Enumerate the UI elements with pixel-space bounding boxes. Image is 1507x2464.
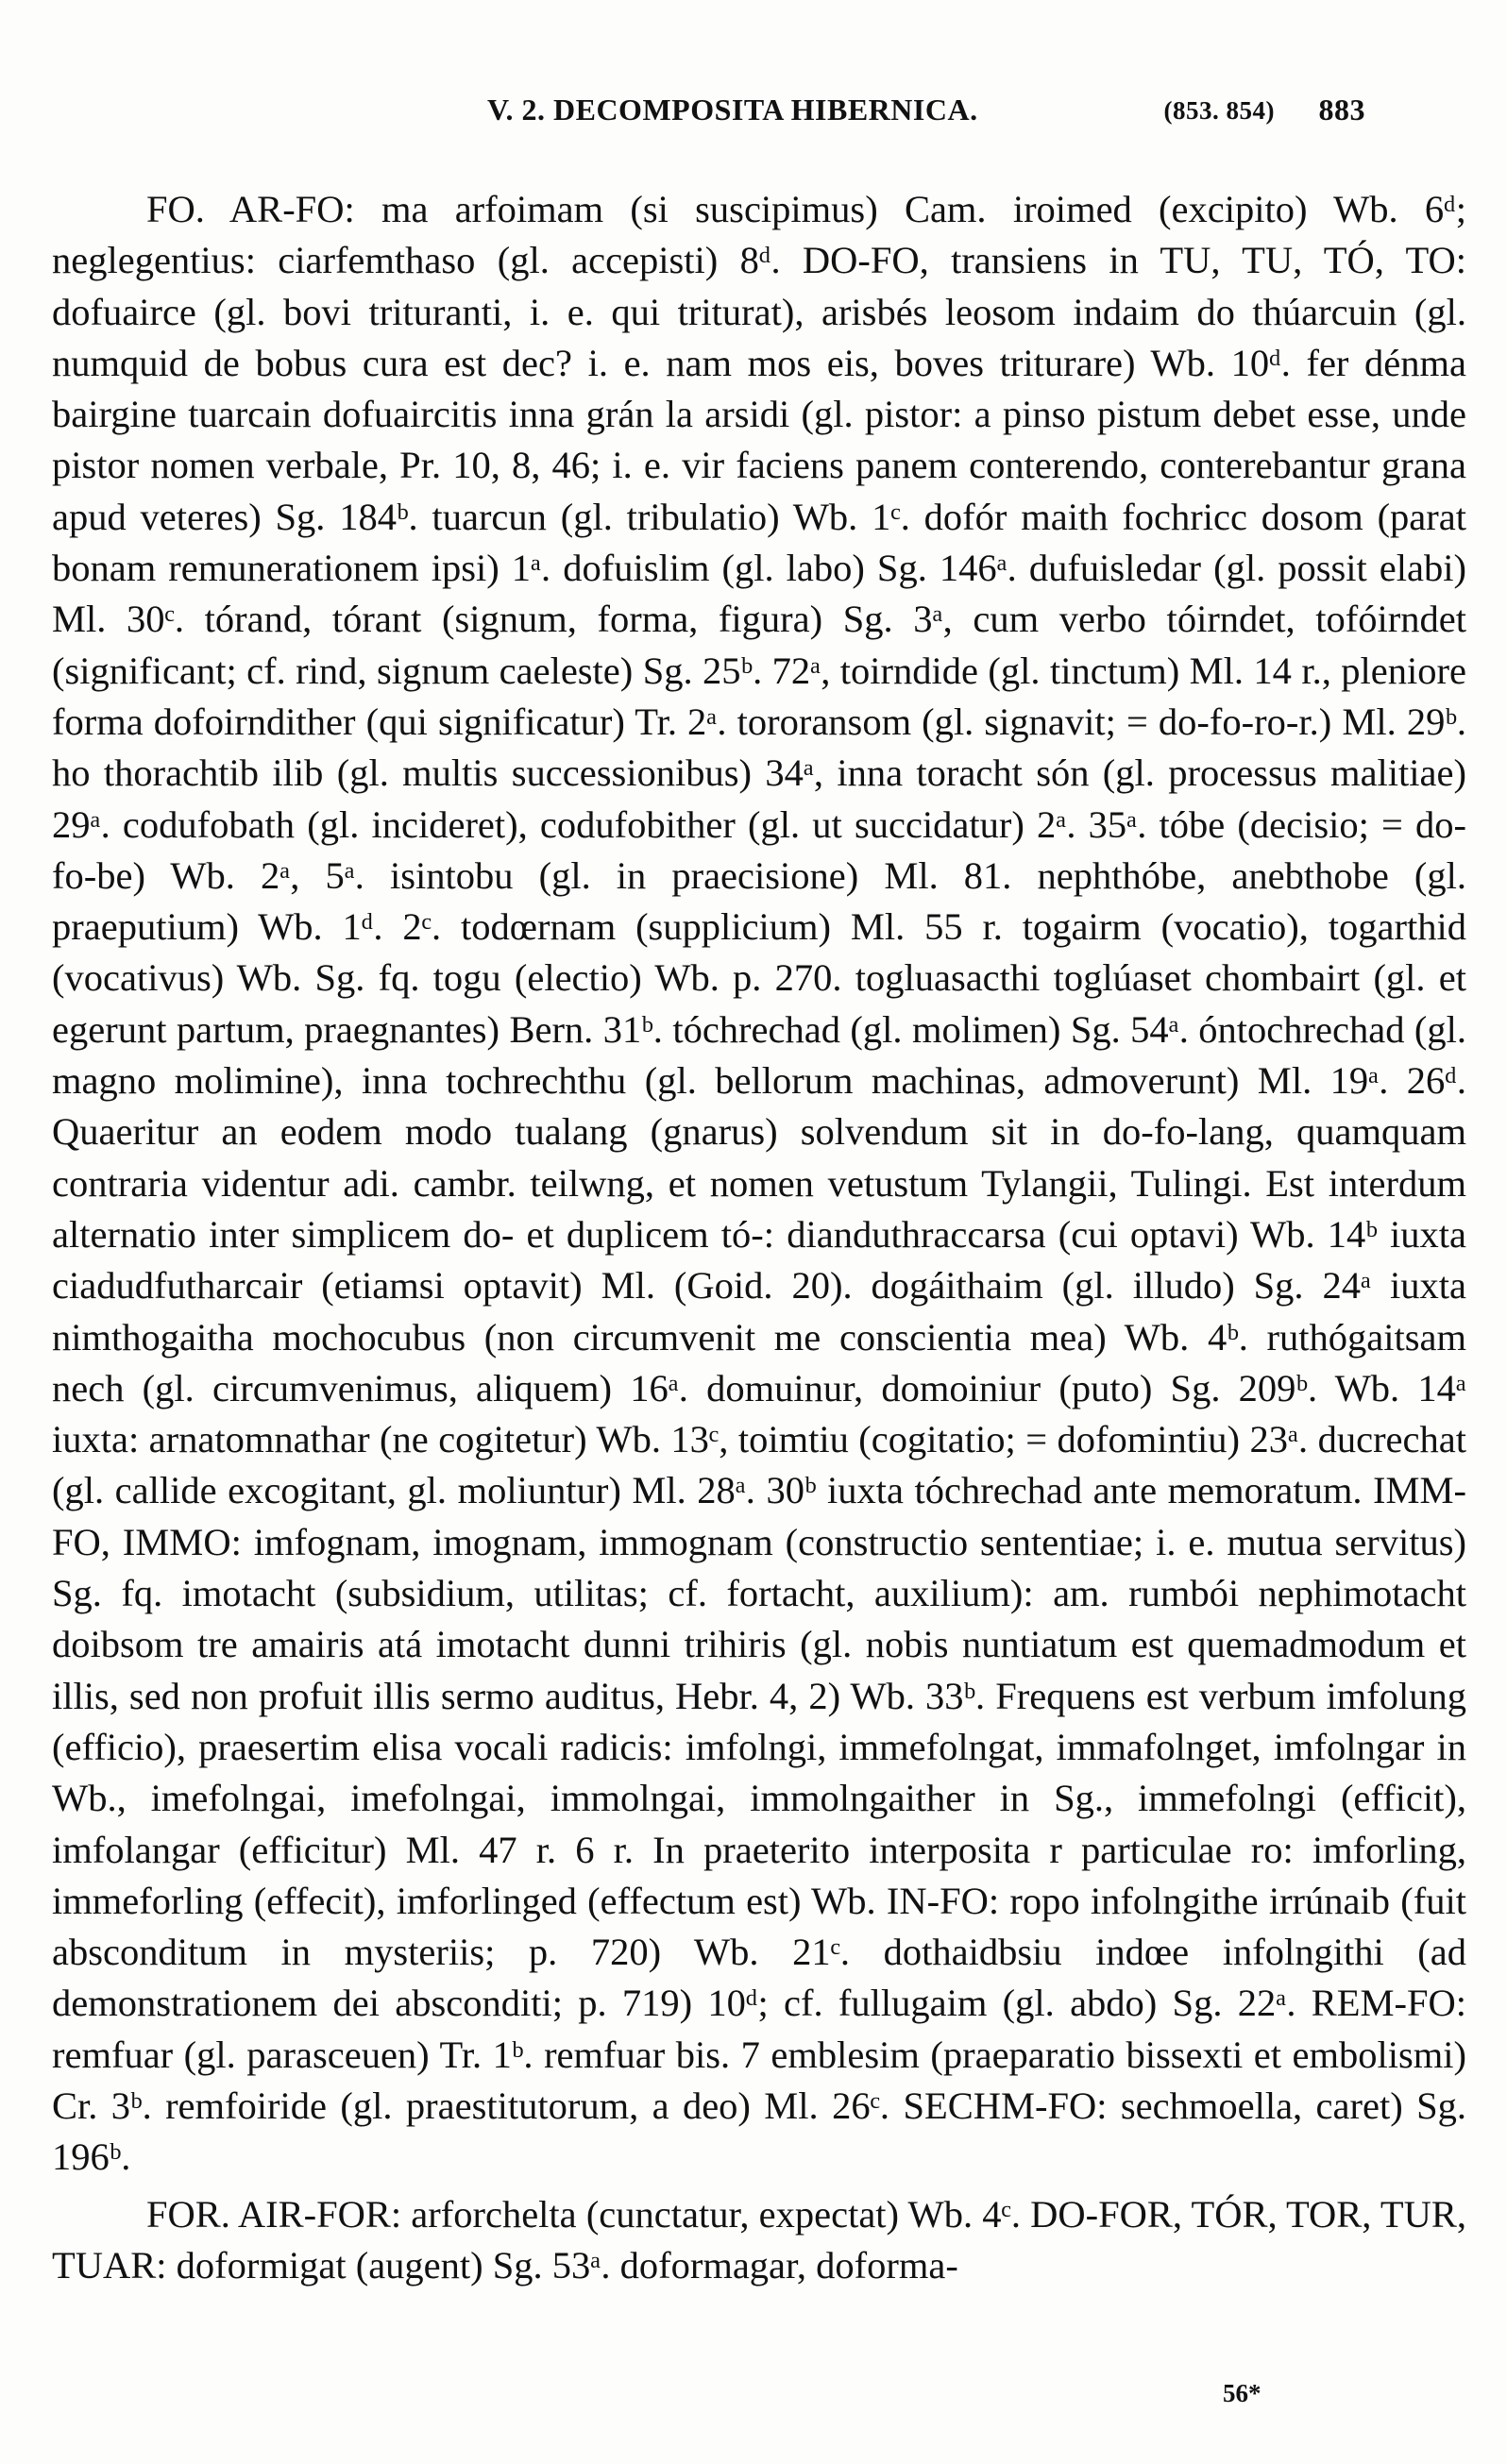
paragraph-fo: FO. AR-FO: ma arfoimam (si suscipimus) Cam. iroimed (excipito) Wb. 6ᵈ; neglegentius: ciarfemthaso (gl. accepisti) 8ᵈ. DO-FO, transiens in TU, TU, TÓ, TO: dofuairce (gl. bovi trituranti, i. e. qui triturat), arisbés leosom indaim do thúarcuin (gl. numquid de bobus cura est dec? i. e. nam mos eis, boves triturare) Wb. 10ᵈ. fer dénma bairgine tuarcain dofuaircitis inna grán la arsidi (gl. pistor: a pinso pistum debet esse, unde pistor nomen verbale, Pr. 10, 8, 46; i. e. vir faciens panem conterendo, conterebantur grana apud veteres) Sg. 184ᵇ. tuarcun (gl. tribulatio) Wb. 1ᶜ. dofór maith fochricc dosom (parat bonam remunerationem ipsi) 1ᵃ. dofuislim (gl. labo) Sg. 146ᵃ. dufuisledar (gl. possit elabi) Ml. 30ᶜ. tórand, tórant (signum, forma, figura) Sg. 3ᵃ, cum verbo tóirndet, tofóirndet (significant; cf. rind, signum caeleste) Sg. 25ᵇ. 72ᵃ, toirndide (gl. tinctum) Ml. 14 r., pleniore forma dofoirndither (qui significatur) Tr. 2ᵃ. tororansom (gl. signavit; = do-fo-ro-r.) Ml. 29ᵇ. ho thorachtib ilib (gl. multis successionibus) 34ᵃ, inna toracht són (gl. processus malitiae) 29ᵃ. codufobath (gl. incideret), codufobither (gl. ut succidatur) 2ᵃ. 35ᵃ. tóbe (decisio; = do-fo-be) Wb. 2ᵃ, 5ᵃ. isintobu (gl. in praecisione) Ml. 81. nephthóbe, anebthobe (gl. praeputium) Wb. 1ᵈ. 2ᶜ. todœrnam (supplicium) Ml. 55 r. togairm (vocatio), togarthid (vocativus) Wb. Sg. fq. togu (electio) Wb. p. 270. togluasacthi toglúaset chombairt (gl. et egerunt partum, praegnantes) Bern. 31ᵇ. tóchrechad (gl. molimen) Sg. 54ᵃ. óntochrechad (gl. magno molimine), inna tochrechthu (gl. bellorum machinas, admoverunt) Ml. 19ᵃ. 26ᵈ. Quaeritur an eodem modo tualang (gnarus) solvendum sit in do-fo-lang, quamquam contraria videntur adi. cambr. teilwng, et nomen vetustum Tylangii, Tulingi. Est interdum alternatio inter simplicem do- et duplicem tó-: dianduthraccarsa (cui optavi) Wb. 14ᵇ iuxta ciadudfutharcair (etiamsi optavit) Ml. (Goid. 20). dogáithaim (gl. illudo) Sg. 24ᵃ iuxta nimthogaitha mochocubus (non circumvenit me conscientia mea) Wb. 4ᵇ. ruthógaitsam nech (gl. circumvenimus, aliquem) 16ᵃ. domuinur, domoiniur (puto) Sg. 209ᵇ. Wb. 14ᵃ iuxta: arnatomnathar (ne cogitetur) Wb. 13ᶜ, toimtiu (cogitatio; = dofomintiu) 23ᵃ. ducrechat (gl. callide excogitant, gl. moliuntur) Ml. 28ᵃ. 30ᵇ iuxta tóchrechad ante memoratum. IMM-FO, IMMO: imfognam, imognam, immognam (constructio sententiae; i. e. mutua servitus) Sg. fq. imotacht (subsidium, utilitas; cf. fortacht, auxilium): am. rumbói nephimotacht doibsom tre amairis atá imotacht dunni trihiris (gl. nobis nuntiatum est quemadmodum et illis, sed non profuit illis sermo auditus, Hebr. 4, 2) Wb. 33ᵇ. Frequens est verbum imfolung (efficio), praesertim elisa vocali radicis: imfolngi, immefolngat, immafolnget, imfolngar in Wb., imefolngai, imefolngai, immolngai, immolngaither in Sg., immefolngi (efficit), imfolangar (efficitur) Ml. 47 r. 6 r. In praeterito interposita r particulae ro: imforling, immeforling (effecit), imforlinged (effectum est) Wb. IN-FO: ropo infolngithe irrúnaib (fuit absconditum in mysteriis; p. 720) Wb. 21ᶜ. dothaidbsiu indœe infolngithi (ad demonstrationem dei absconditi; p. 719) 10ᵈ; cf. fullugaim (gl. abdo) Sg. 22ᵃ. REM-FO: remfuar (gl. parasceuen) Tr. 1ᵇ. remfuar bis. 7 emblesim (praeparatio bissexti et embolismi) Cr. 3ᵇ. remfoiride (gl. praestitutorum, a deo) Ml. 26ᶜ. SECHM-FO: sechmoella, caret) Sg. 196ᵇ. <box>52 188 1466 2179</box>
body-text <box>52 184 1466 2291</box>
running-head-title: V. 2. DECOMPOSITA HIBERNICA. <box>487 93 978 127</box>
signature-mark: 56* <box>1223 2379 1261 2407</box>
running-head <box>151 93 1365 140</box>
paragraph-for: FOR. AIR-FOR: arforchelta (cunctatur, expectat) Wb. 4ᶜ. DO-FOR, TÓR, TOR, TUR, TUAR: doformigat (augent) Sg. 53ᵃ. doformagar, doforma- <box>52 2192 1466 2287</box>
running-head-section-refs: (853. 854) <box>1163 96 1275 125</box>
page-number: 883 <box>1318 93 1365 127</box>
